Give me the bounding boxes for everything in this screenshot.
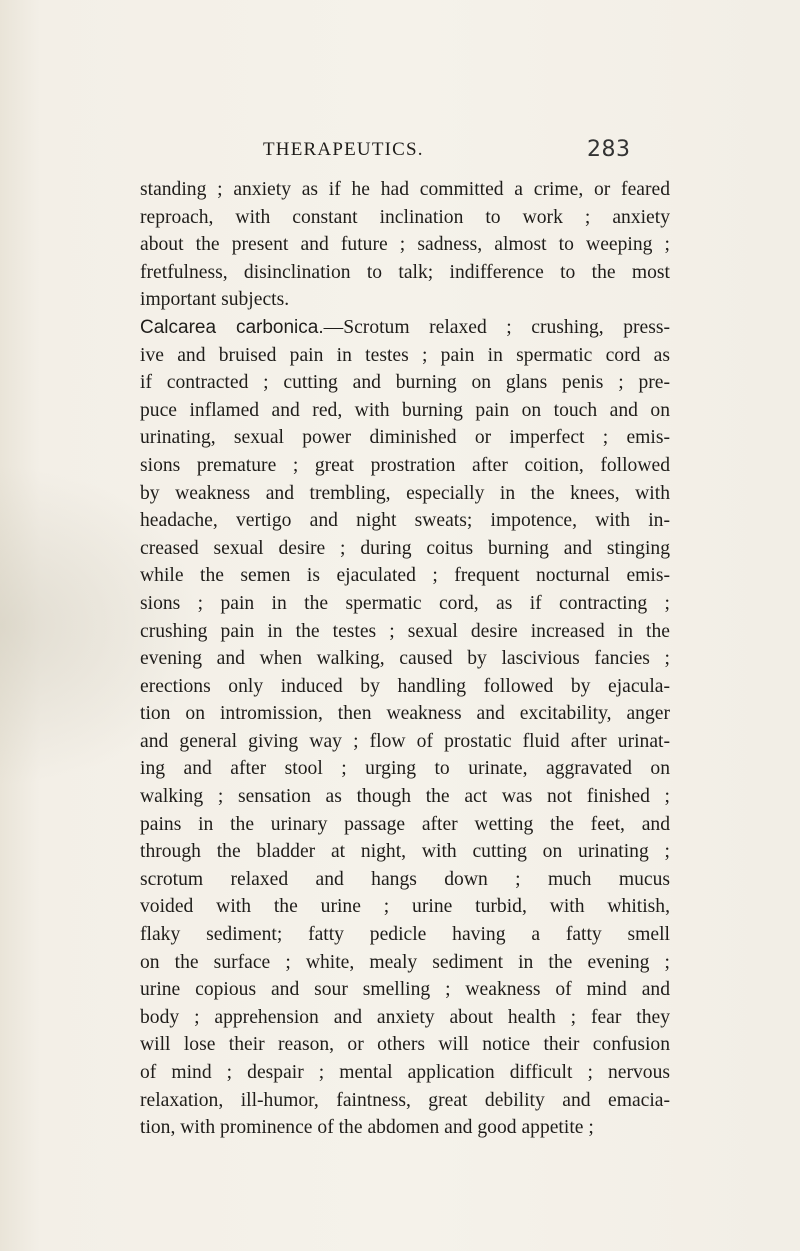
text-line: reproach, with constant inclination to work ; anxiety: [140, 206, 670, 228]
text-line: crushing pain in the testes ; sexual desire increased in the: [140, 620, 670, 642]
text-line: if contracted ; cutting and burning on glans penis ; pre-: [140, 372, 670, 394]
text-line: erections only induced by handling followed by ejacula-: [140, 675, 670, 697]
text-line: creased sexual desire ; during coitus burning and stinging: [140, 537, 670, 559]
text-line: ing and after stool ; urging to urinate, aggravated on: [140, 758, 670, 780]
text-line: urinating, sexual power diminished or imperfect ; emis-: [140, 427, 670, 449]
text-line: and general giving way ; flow of prostatic fluid after urinat-: [140, 730, 670, 752]
text-line: headache, vertigo and night sweats; impotence, with in-: [140, 510, 670, 532]
text-line: flaky sediment; fatty pedicle having a fatty smell: [140, 924, 670, 946]
text-line: voided with the urine ; urine turbid, with whitish,: [140, 896, 670, 918]
text-line: tion, with prominence of the abdomen and good appetite ;: [140, 1117, 594, 1139]
remedy-name: Calcarea carbonica.: [140, 316, 324, 338]
text-line: will lose their reason, or others will notice their confusion: [140, 1034, 670, 1056]
text-line: standing ; anxiety as if he had committed a crime, or feared: [140, 179, 670, 200]
text-line: ive and bruised pain in testes ; pain in spermatic cord as: [140, 344, 670, 366]
text-line: relaxation, ill-humor, faintness, great debility and emacia-: [140, 1089, 670, 1111]
text-line: sions ; pain in the spermatic cord, as if contracting ;: [140, 592, 670, 614]
text-line: puce inflamed and red, with burning pain on touch and on: [140, 399, 670, 421]
text-line: urine copious and sour smelling ; weakness of mind and: [140, 979, 670, 1001]
text-line: while the semen is ejaculated ; frequent nocturnal emis-: [140, 565, 670, 587]
text-line: of mind ; despair ; mental application difficult ; nervous: [140, 1062, 670, 1083]
text-line: body ; apprehension and anxiety about health ; fear they: [140, 1006, 670, 1028]
text-line: by weakness and trembling, especially in the knees, with: [140, 482, 670, 504]
remedy-heading-line: [140, 314, 670, 342]
text-line: walking ; sensation as though the act was not finished ;: [140, 786, 670, 808]
text-line: fretfulness, disinclination to talk; indifference to the most: [140, 261, 670, 283]
remedy-description: —Scrotum relaxed ; crushing, press-: [323, 316, 670, 338]
page-header: [0, 137, 800, 167]
text-line: about the present and future ; sadness, almost to weeping ;: [140, 234, 670, 256]
text-line: important subjects.: [140, 289, 290, 311]
text-line: on the surface ; white, mealy sediment in the evening ;: [140, 951, 670, 973]
text-line: tion on intromission, then weakness and excitability, anger: [140, 703, 670, 725]
running-title: THERAPEUTICS.: [263, 139, 424, 160]
text-line: scrotum relaxed and hangs down ; much mucus: [140, 868, 670, 890]
body-text: [140, 176, 670, 1142]
text-line: evening and when walking, caused by lascivious fancies ;: [140, 648, 670, 670]
text-line: pains in the urinary passage after wetting the feet, and: [140, 813, 670, 835]
text-line: through the bladder at night, with cutting on urinating ;: [140, 841, 670, 863]
text-line: sions premature ; great prostration after coition, followed: [140, 454, 670, 476]
page-number: 283: [587, 137, 631, 162]
